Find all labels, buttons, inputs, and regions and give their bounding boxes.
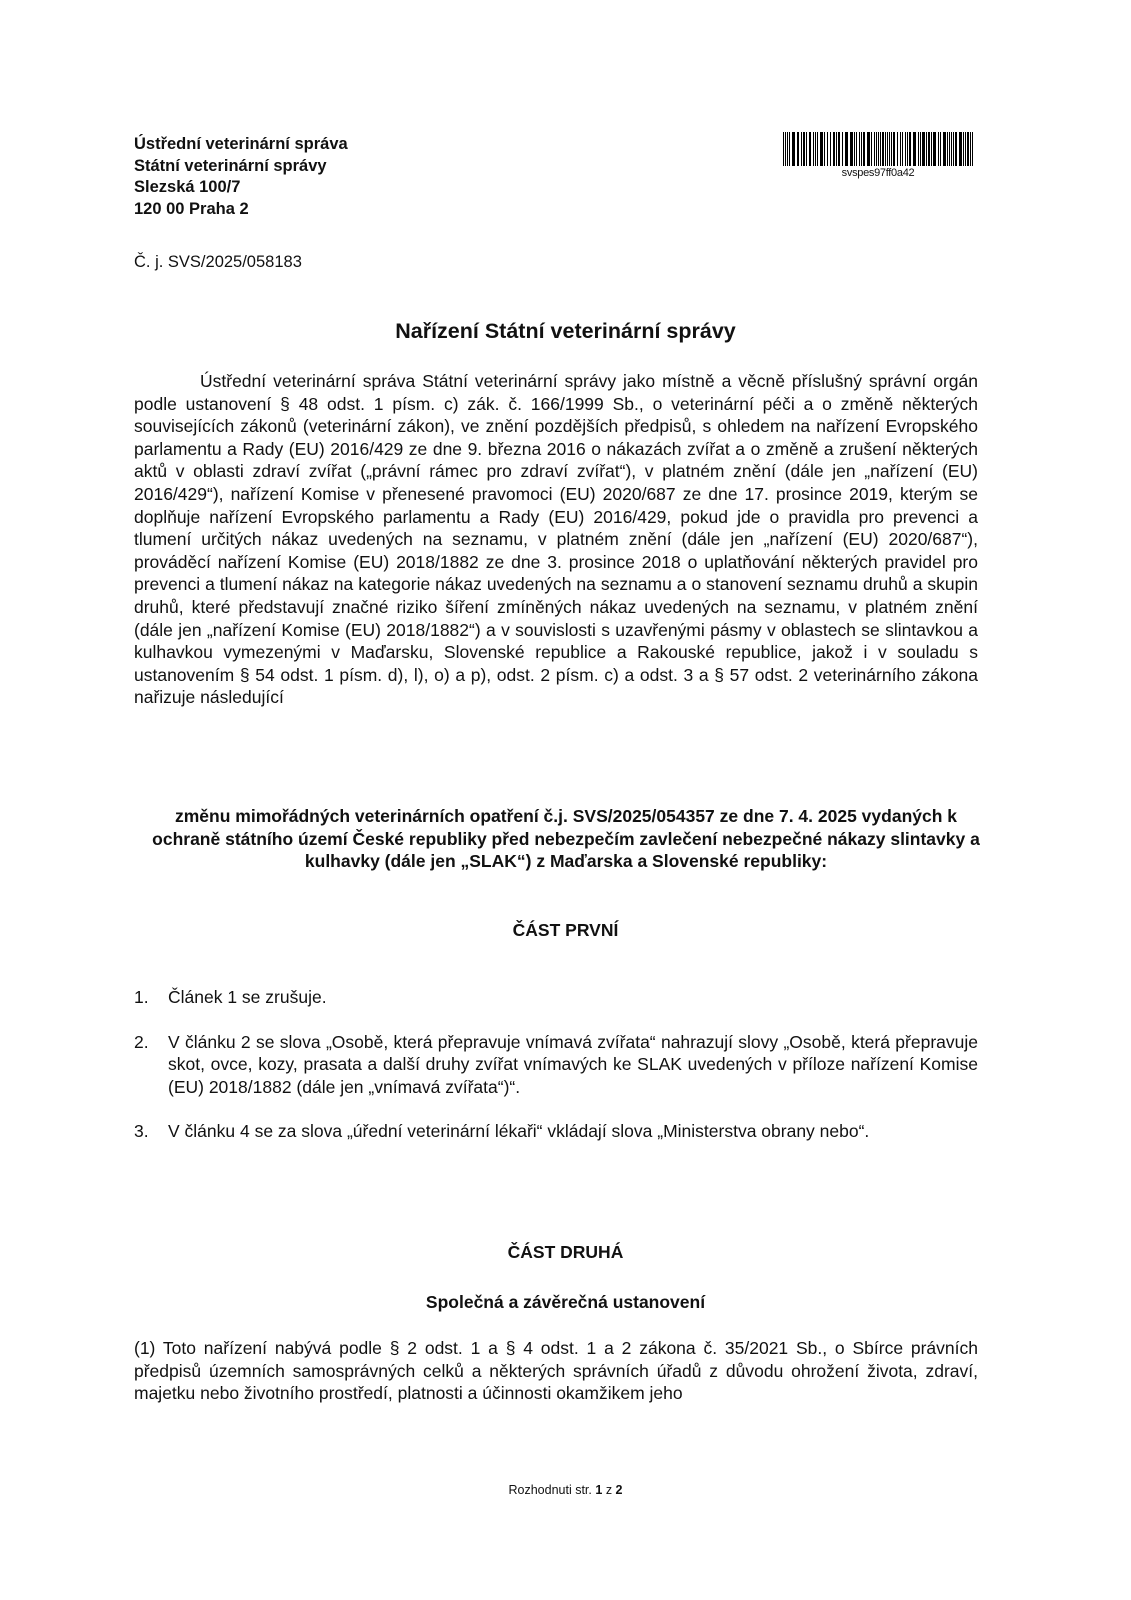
list-item: [134, 1120, 978, 1143]
reference-number: Č. j. SVS/2025/058183: [134, 253, 302, 271]
document-barcode: [783, 132, 973, 179]
sender-line: Slezská 100/7: [134, 178, 241, 196]
list-item-text: Článek 1 se zrušuje.: [168, 987, 327, 1007]
part-one-heading: ČÁST PRVNÍ: [512, 920, 619, 940]
barcode-image: [783, 132, 973, 166]
footer-page-total: 2: [615, 1483, 623, 1497]
amendment-list: [134, 986, 978, 1165]
sender-line: Ústřední veterinární správa: [134, 135, 348, 153]
sender-address: [134, 134, 348, 220]
list-item: [134, 986, 978, 1009]
sender-line: Státní veterinární správy: [134, 156, 327, 175]
barcode-text: svspes97ff0a42: [841, 167, 915, 179]
preamble-paragraph: Ústřední veterinární správa Státní veterinární správy jako místně a věcně příslušný správní orgán podle ustanovení § 48 odst. 1 písm. c) zák. č. 166/1999 Sb., o veterinární péči a o změně některých souvisejících zákonů (veterinární zákon), ve znění pozdějších předpisů, s ohledem na nařízení Evropského parlamentu a Rady (EU) 2016/429 ze dne 9. března 2016 o nákazách zvířat a o změně a zrušení některých aktů v oblasti zdraví zvířat („právní rámec pro zdraví zvířat“), v platném znění (dále jen „nařízení (EU) 2016/429“), nařízení Komise v přenesené pravomoci (EU) 2020/687 ze dne 17. prosince 2019, kterým se doplňuje nařízení Evropského parlamentu a Rady (EU) 2016/429, pokud jde o pravidla pro prevenci a tlumení určitých nákaz uvedených na seznamu, v platném znění (dále jen „nařízení (EU) 2020/687“), prováděcí nařízení Komise (EU) 2018/1882 ze dne 3. prosince 2018 o uplatňování některých pravidel pro prevenci a tlumení nákaz na kategorie nákaz uvedených na seznamu a o stanovení seznamu druhů a skupin druhů, které představují značné riziko šíření zmíněných nákaz uvedených na seznamu, v platném znění (dále jen „nařízení Komise (EU) 2018/1882“) a v souvislosti s uzavřenými pásmy v oblastech se slintavkou a kulhavkou vymezenými v Maďarsku, Slovenské republice a Rakouské republice, jakož i v souladu s ustanovením § 54 odst. 1 písm. d), l), o) a p), odst. 2 písm. c) a odst. 3 a § 57 odst. 2 veterinárního zákona nařizuje následující: [134, 371, 978, 708]
footer-label: Rozhodnuti str.: [508, 1483, 592, 1497]
list-item-number: 1.: [134, 987, 149, 1007]
measure-heading: změnu mimořádných veterinárních opatření č.j. SVS/2025/054357 ze dne 7. 4. 2025 vydaných k ochraně státního území České republiky před nebezpečím zavlečení nebezpečné nákazy slintavky a kulhavky (dále jen „SLAK“) z Maďarska a Slovenské republiky:: [152, 806, 980, 871]
footer-page-number: 1: [595, 1483, 603, 1497]
list-item-text: V článku 2 se slova „Osobě, která přepravuje vnímavá zvířata“ nahrazují slovy „Osobě, která přepravuje skot, ovce, kozy, prasata a další druhy zvířat vnímavých ke SLAK uvedených v příloze nařízení Komise (EU) 2018/1882 (dále jen „vnímavá zvířata“)“.: [168, 1031, 978, 1097]
final-provisions-paragraph: (1) Toto nařízení nabývá podle § 2 odst. 1 a § 4 odst. 1 a 2 zákona č. 35/2021 Sb., o Sbírce právních předpisů územních samosprávných celků a některých správních úřadů z důvodu ohrožení života, zdraví, majetku nebo životního prostředí, platnosti a účinnosti okamžikem jeho: [134, 1338, 978, 1404]
list-item-text: V článku 4 se za slova „úřední veterinární lékaři“ vkládají slova „Ministerstva obrany nebo“.: [168, 1121, 870, 1142]
part-two-subheading: Společná a závěrečná ustanovení: [425, 1292, 706, 1312]
list-item: [134, 1031, 978, 1099]
sender-line: 120 00 Praha 2: [134, 199, 249, 218]
list-item-number: 3.: [134, 1121, 149, 1142]
footer-of: z: [605, 1483, 613, 1497]
list-item-number: 2.: [134, 1031, 149, 1052]
page-footer: [0, 1483, 1131, 1497]
part-two-heading: ČÁST DRUHÁ: [507, 1242, 624, 1262]
page-title: Nařízení Státní veterinární správy: [395, 319, 736, 343]
